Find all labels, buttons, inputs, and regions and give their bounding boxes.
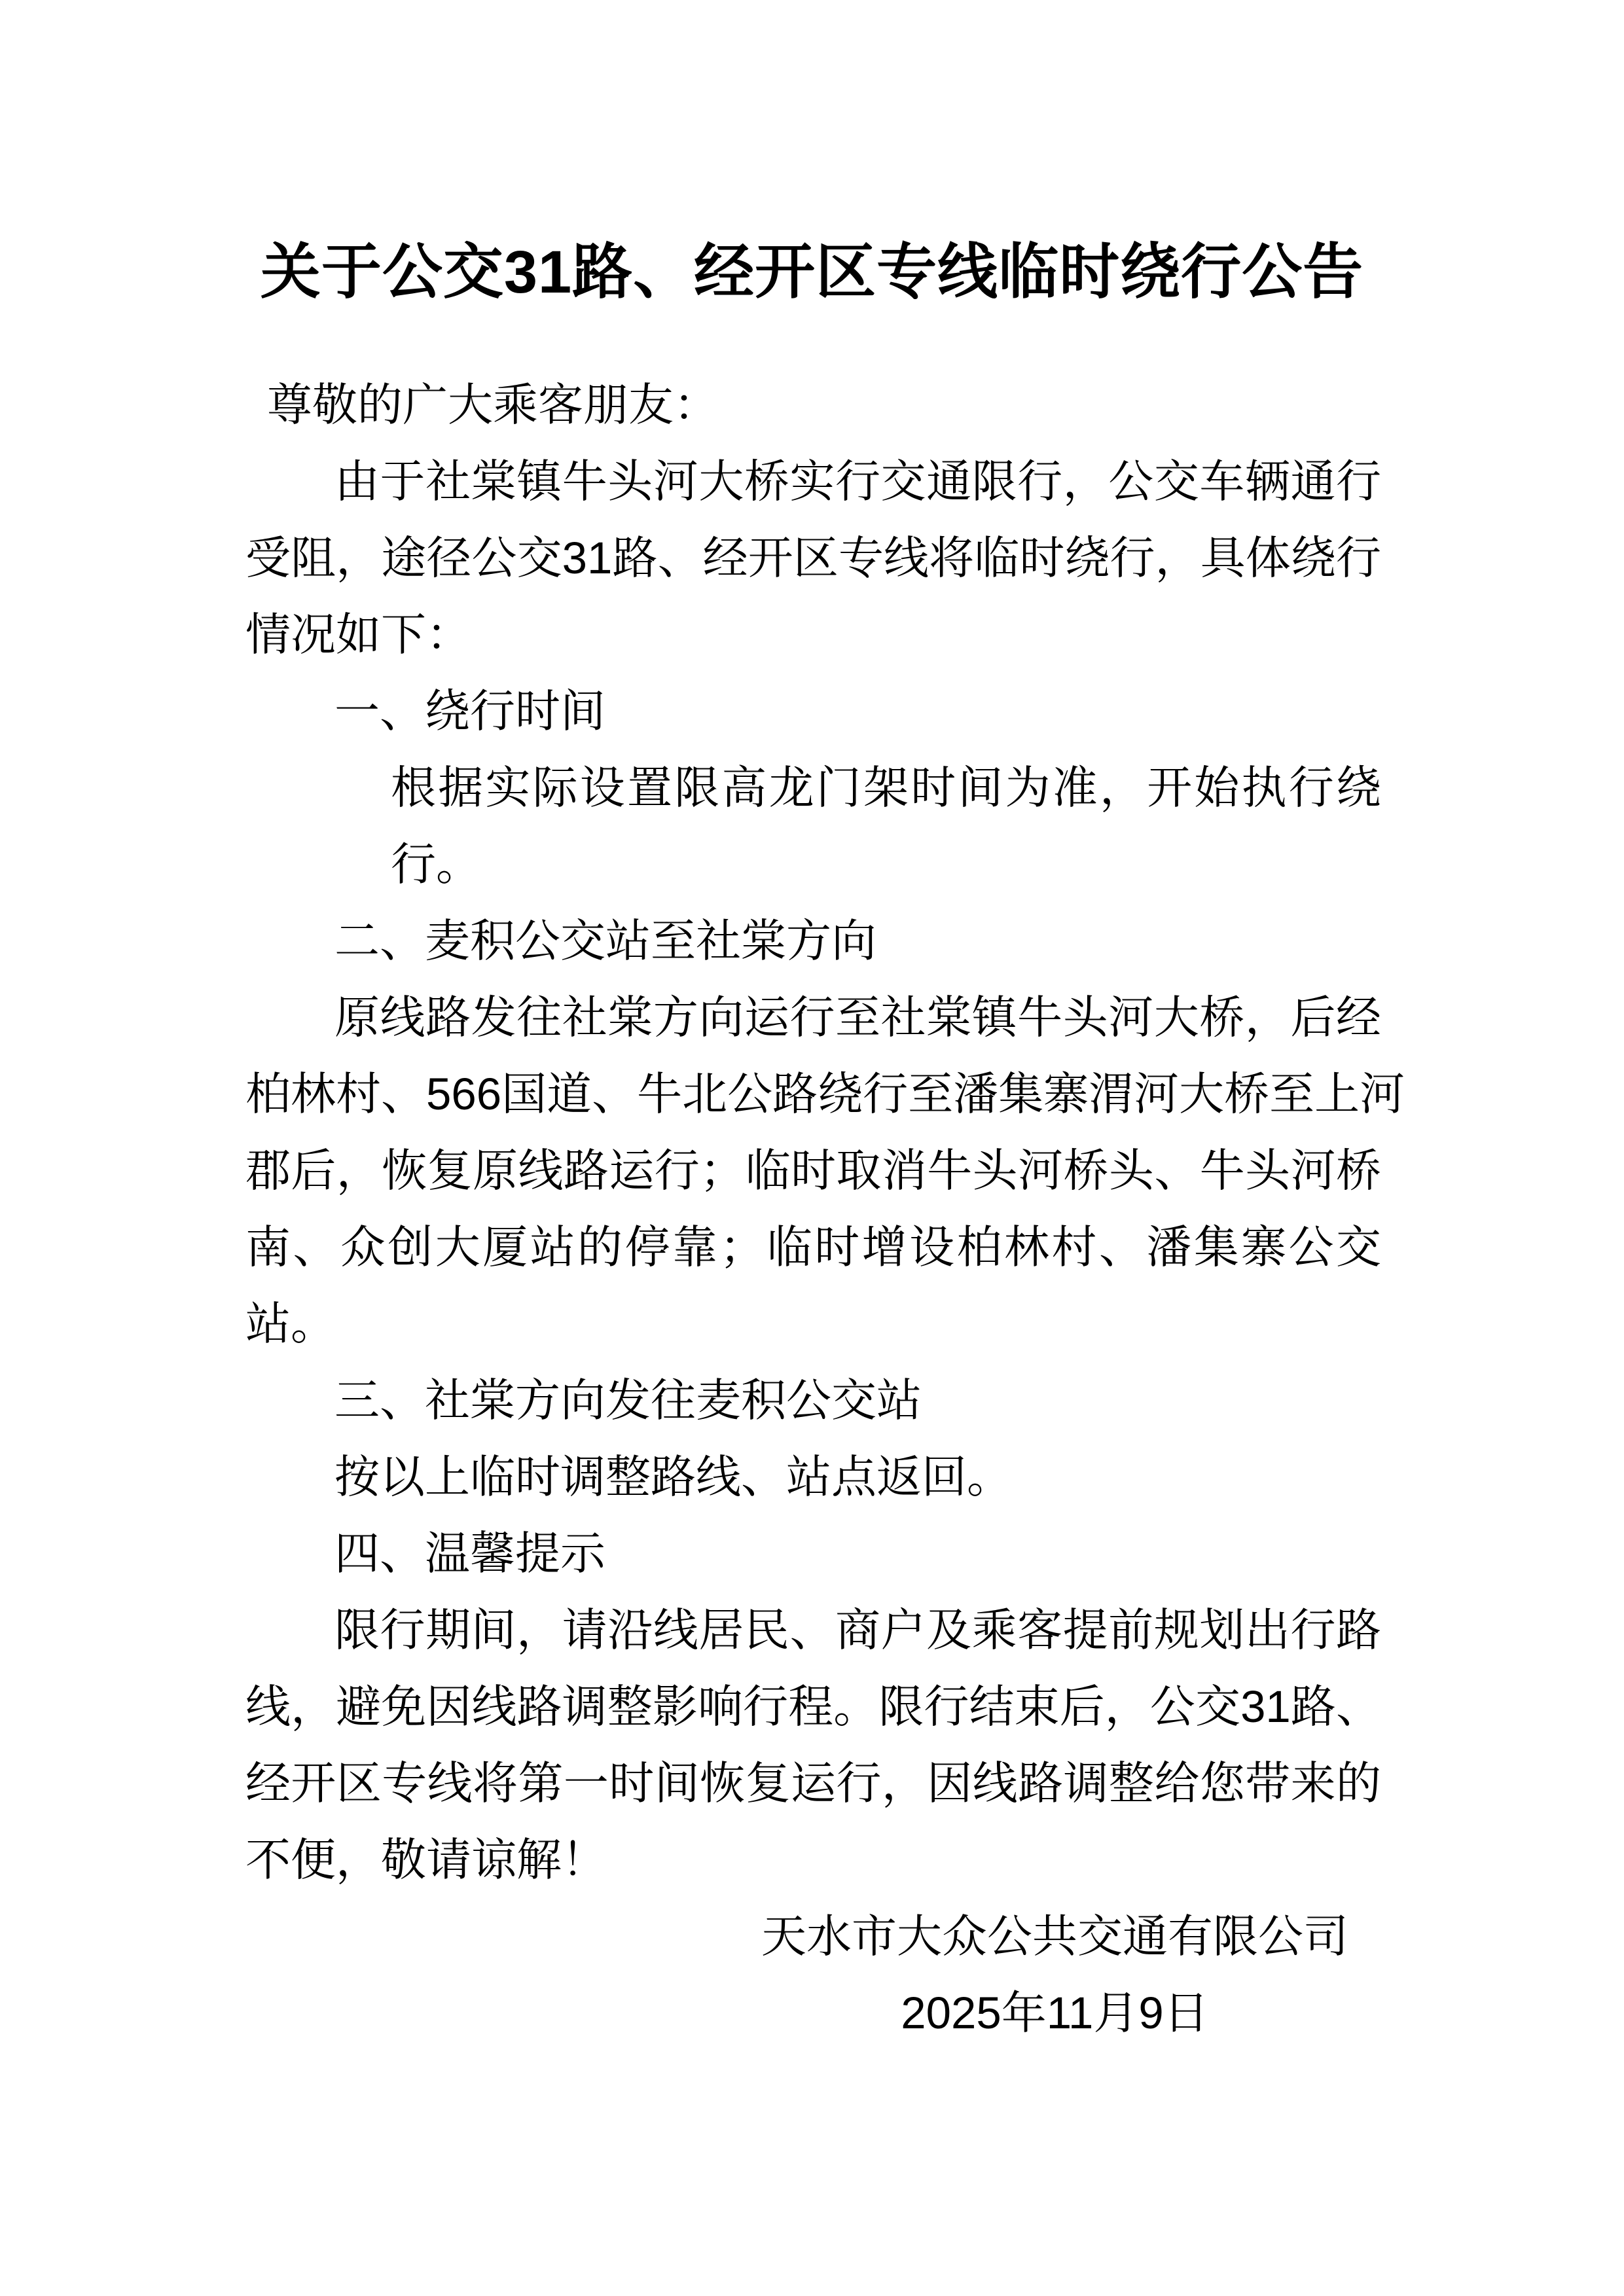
signature-date: 2025年11月9日: [901, 1988, 1209, 2038]
body-line: 一、绕行时间: [334, 686, 605, 736]
body-line: 经开区专线将第一时间恢复运行，因线路调整给您带来的: [245, 1758, 1381, 1808]
body-line: 受阻，途径公交31路、经开区专线将临时绕行，具体绕行: [245, 533, 1381, 583]
body-line: 南、众创大厦站的停靠；临时增设柏林村、潘集寨公交: [245, 1222, 1381, 1272]
body-line: 柏林村、566国道、牛北公路绕行至潘集寨渭河大桥至上河: [245, 1069, 1405, 1119]
body-line: 不便，敬请谅解！: [245, 1835, 607, 1885]
signature-company: 天水市大众公共交通有限公司: [761, 1911, 1348, 1962]
body-line: 由于社棠镇牛头河大桥实行交通限行，公交车辆通行: [334, 456, 1381, 507]
body-line: 行。: [391, 839, 481, 889]
signature-block: [761, 1898, 1348, 2051]
body-line: 根据实际设置限高龙门架时间为准，开始执行绕: [391, 762, 1381, 813]
body-line: 线，避免因线路调整影响行程。限行结束后，公交31路、: [245, 1681, 1381, 1732]
body-line: 四、温馨提示: [334, 1528, 605, 1579]
body-line: 限行期间，请沿线居民、商户及乘客提前规划出行路: [334, 1605, 1381, 1655]
body-line: 三、社棠方向发往麦积公交站: [334, 1375, 922, 1426]
body-line: 按以上临时调整路线、站点返回。: [334, 1452, 1012, 1502]
notice-body: [245, 367, 1405, 1898]
body-line: 郡后，恢复原线路运行；临时取消牛头河桥头、牛头河桥: [245, 1145, 1381, 1196]
body-line: 站。: [245, 1299, 336, 1349]
body-line: 二、麦积公交站至社棠方向: [334, 916, 876, 966]
body-line: 情况如下：: [245, 609, 471, 660]
notice-title: 关于公交31路、经开区专线临时绕行公告: [260, 239, 1364, 306]
body-line: 尊敬的广大乘客朋友：: [267, 380, 719, 430]
body-line: 原线路发往社棠方向运行至社棠镇牛头河大桥，后经: [334, 992, 1381, 1043]
